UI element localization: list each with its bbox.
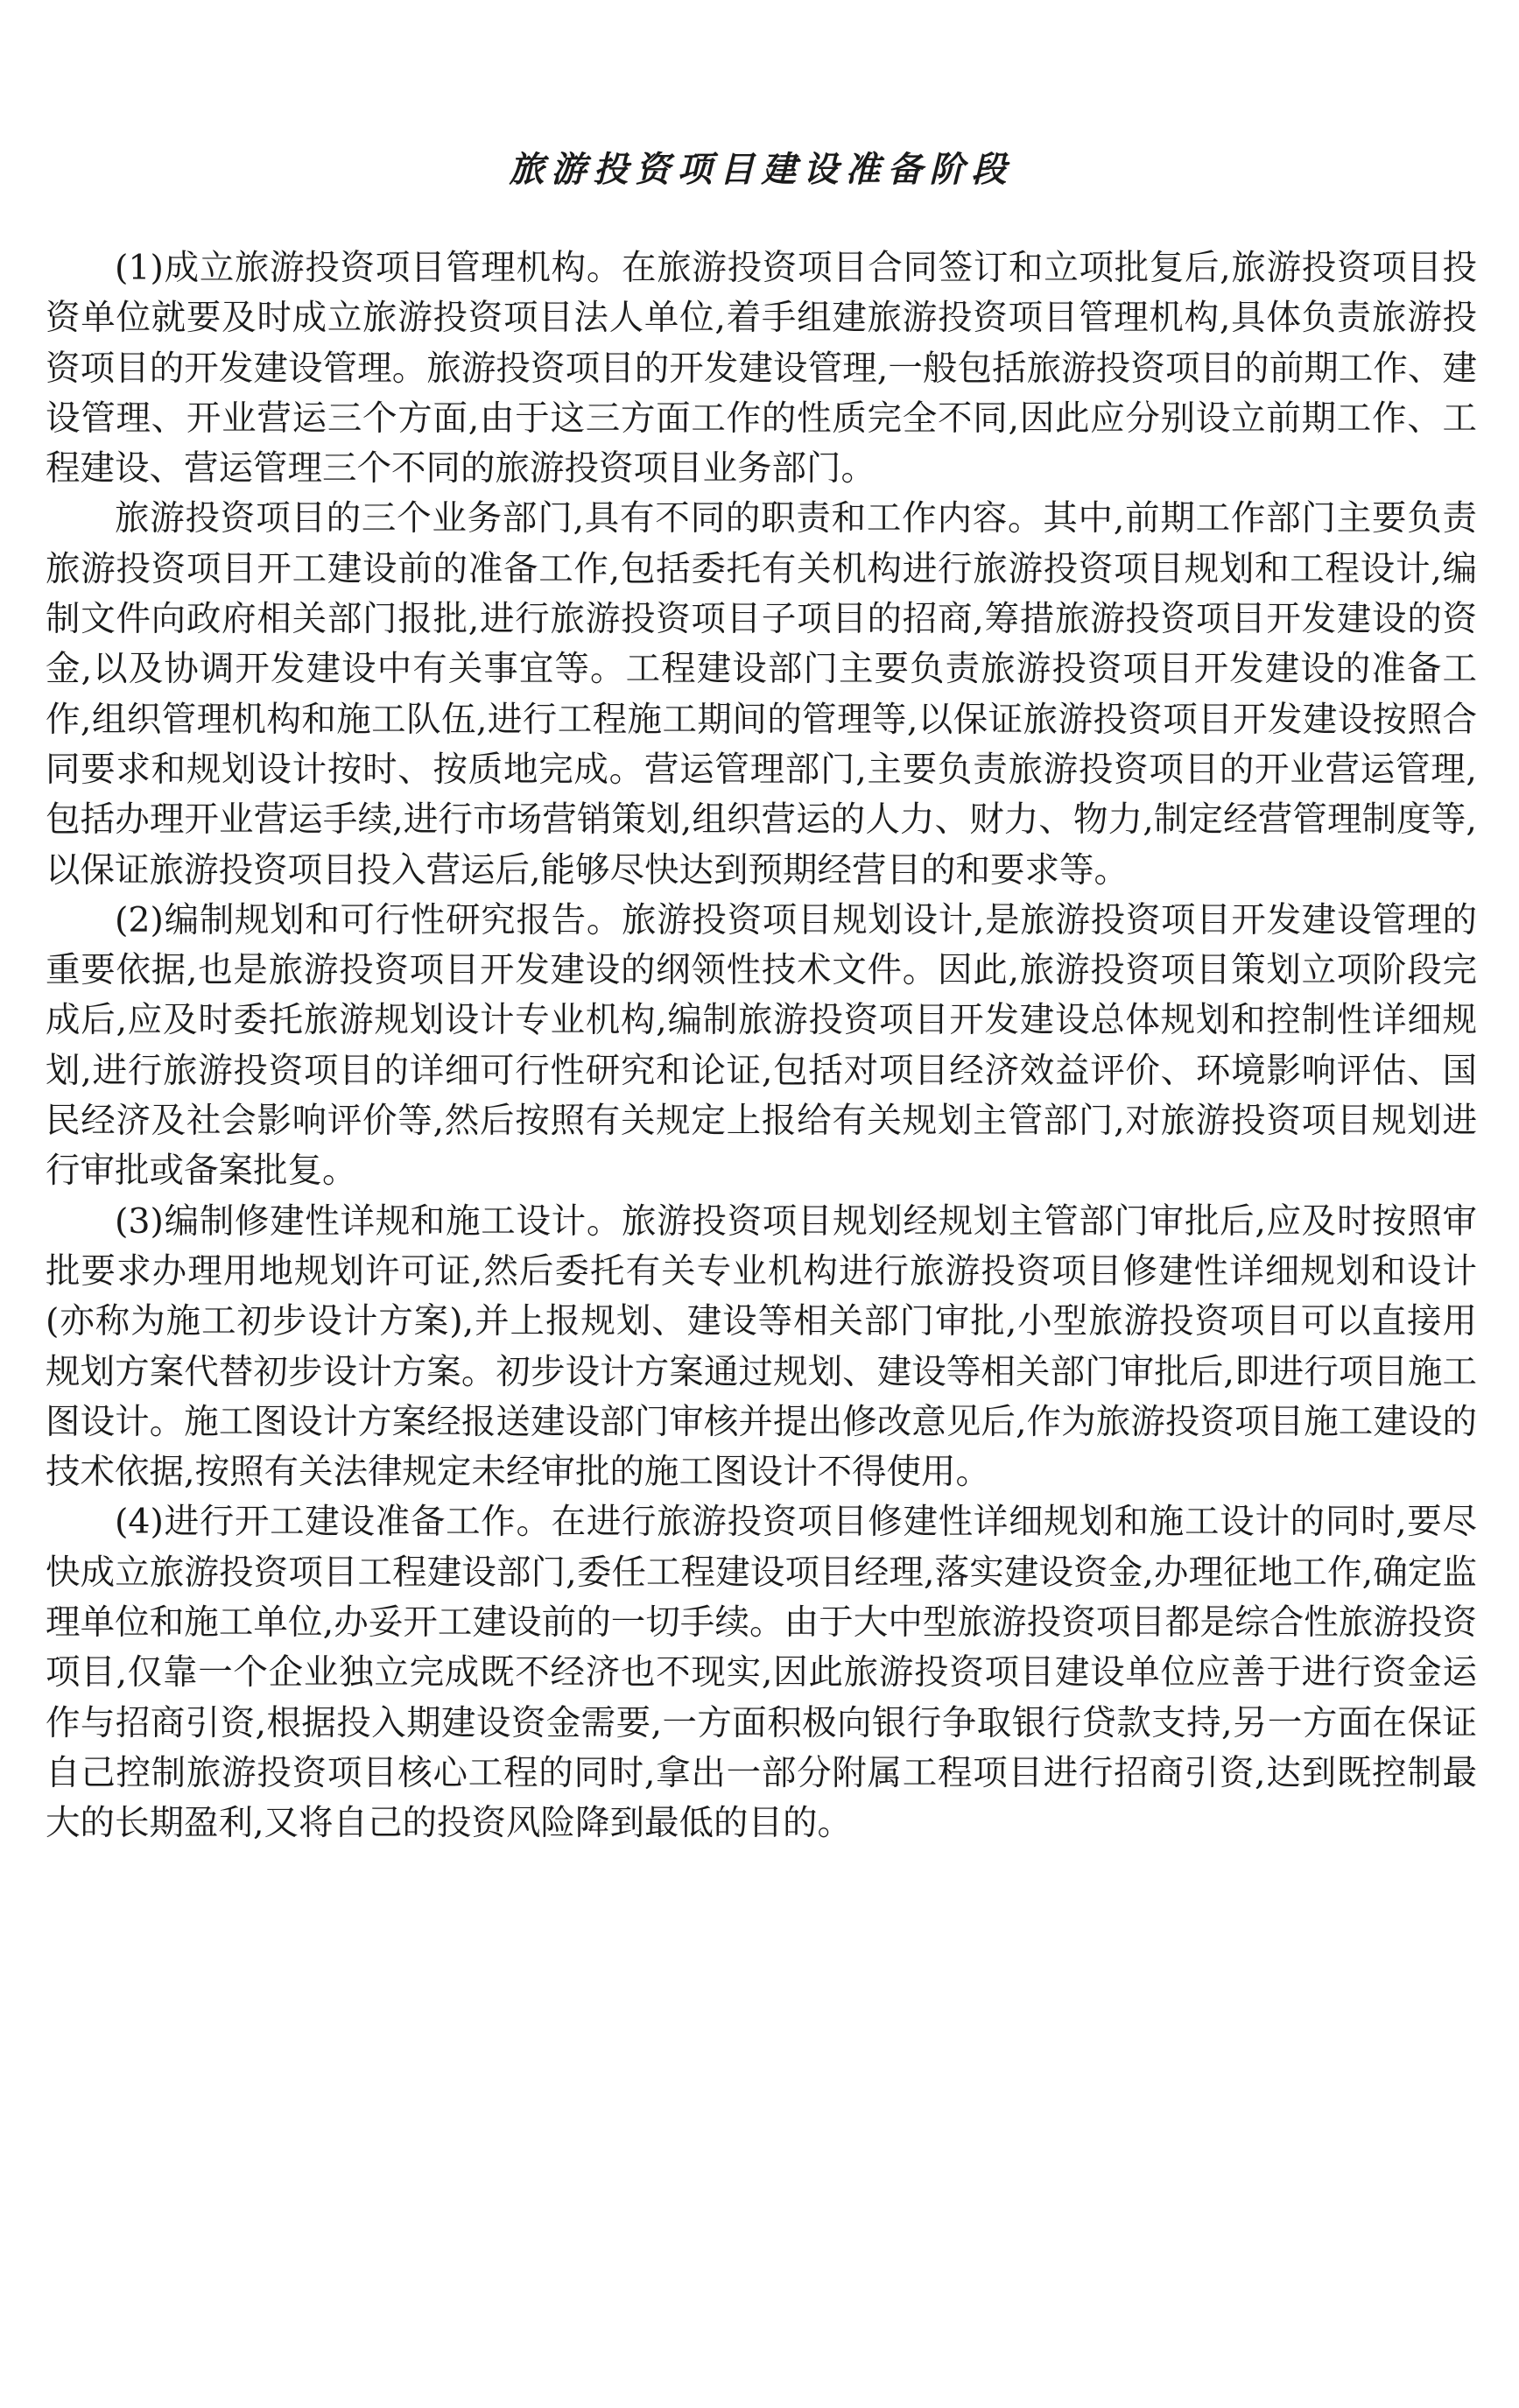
paragraph: (4)进行开工建设准备工作。在进行旅游投资项目修建性详细规划和施工设计的同时,要尽快成立旅游投资项目工程建设部门,委任工程建设项目经理,落实建设资金,办理征地工作,确定监理单位和施工单位,办妥开工建设前的一切手续。由于大中型旅游投资项目都是综合性旅游投资项目,仅靠一个企业独立完成既不经济也不现实,因此旅游投资项目建设单位应善于进行资金运作与招商引资,根据投入期建设资金需要,一方面积极向银行争取银行贷款支持,另一方面在保证自己控制旅游投资项目核心工程的同时,拿出一部分附属工程项目进行招商引资,达到既控制最大的长期盈利,又将自己的投资风险降到最低的目的。 (46, 1502, 1477, 1844)
paragraph: (2)编制规划和可行性研究报告。旅游投资项目规划设计,是旅游投资项目开发建设管理的重要依据,也是旅游投资项目开发建设的纲领性技术文件。因此,旅游投资项目策划立项阶段完成后,应及时委托旅游规划设计专业机构,编制旅游投资项目开发建设总体规划和控制性详细规划,进行旅游投资项目的详细可行性研究和论证,包括对项目经济效益评价、环境影响评估、国民经济及社会影响评价等,然后按照有关规定上报给有关规划主管部门,对旅游投资项目规划进行审批或备案批复。 (46, 899, 1477, 1192)
paragraph: (1)成立旅游投资项目管理机构。在旅游投资项目合同签订和立项批复后,旅游投资项目投资单位就要及时成立旅游投资项目法人单位,着手组建旅游投资项目管理机构,具体负责旅游投资项目的开发建设管理。旅游投资项目的开发建设管理,一般包括旅游投资项目的前期工作、建设管理、开业营运三个方面,由于这三方面工作的性质完全不同,因此应分别设立前期工作、工程建设、营运管理三个不同的旅游投资项目业务部门。 (46, 248, 1477, 489)
paragraph: (3)编制修建性详规和施工设计。旅游投资项目规划经规划主管部门审批后,应及时按照审批要求办理用地规划许可证,然后委托有关专业机构进行旅游投资项目修建性详细规划和设计(亦称为施工初步设计方案),并上报规划、建设等相关部门审批,小型旅游投资项目可以直接用规划方案代替初步设计方案。初步设计方案通过规划、建设等相关部门审批后,即进行项目施工图设计。施工图设计方案经报送建设部门审核并提出修改意见后,作为旅游投资项目施工建设的技术依据,按照有关法律规定未经审批的施工图设计不得使用。 (46, 1200, 1477, 1493)
page-title: 旅游投资项目建设准备阶段 (509, 149, 1014, 190)
paragraph: 旅游投资项目的三个业务部门,具有不同的职责和工作内容。其中,前期工作部门主要负责旅游投资项目开工建设前的准备工作,包括委托有关机构进行旅游投资项目规划和工程设计,编制文件向政府相关部门报批,进行旅游投资项目子项目的招商,筹措旅游投资项目开发建设的资金,以及协调开发建设中有关事宜等。工程建设部门主要负责旅游投资项目开发建设的准备工作,组织管理机构和施工队伍,进行工程施工期间的管理等,以保证旅游投资项目开发建设按照合同要求和规划设计按时、按质地完成。营运管理部门,主要负责旅游投资项目的开业营运管理,包括办理开业营运手续,进行市场营销策划,组织营运的人力、财力、物力,制定经营管理制度等,以保证旅游投资项目投入营运后,能够尽快达到预期经营目的和要求等。 (46, 498, 1477, 891)
body-text (46, 243, 1477, 1849)
